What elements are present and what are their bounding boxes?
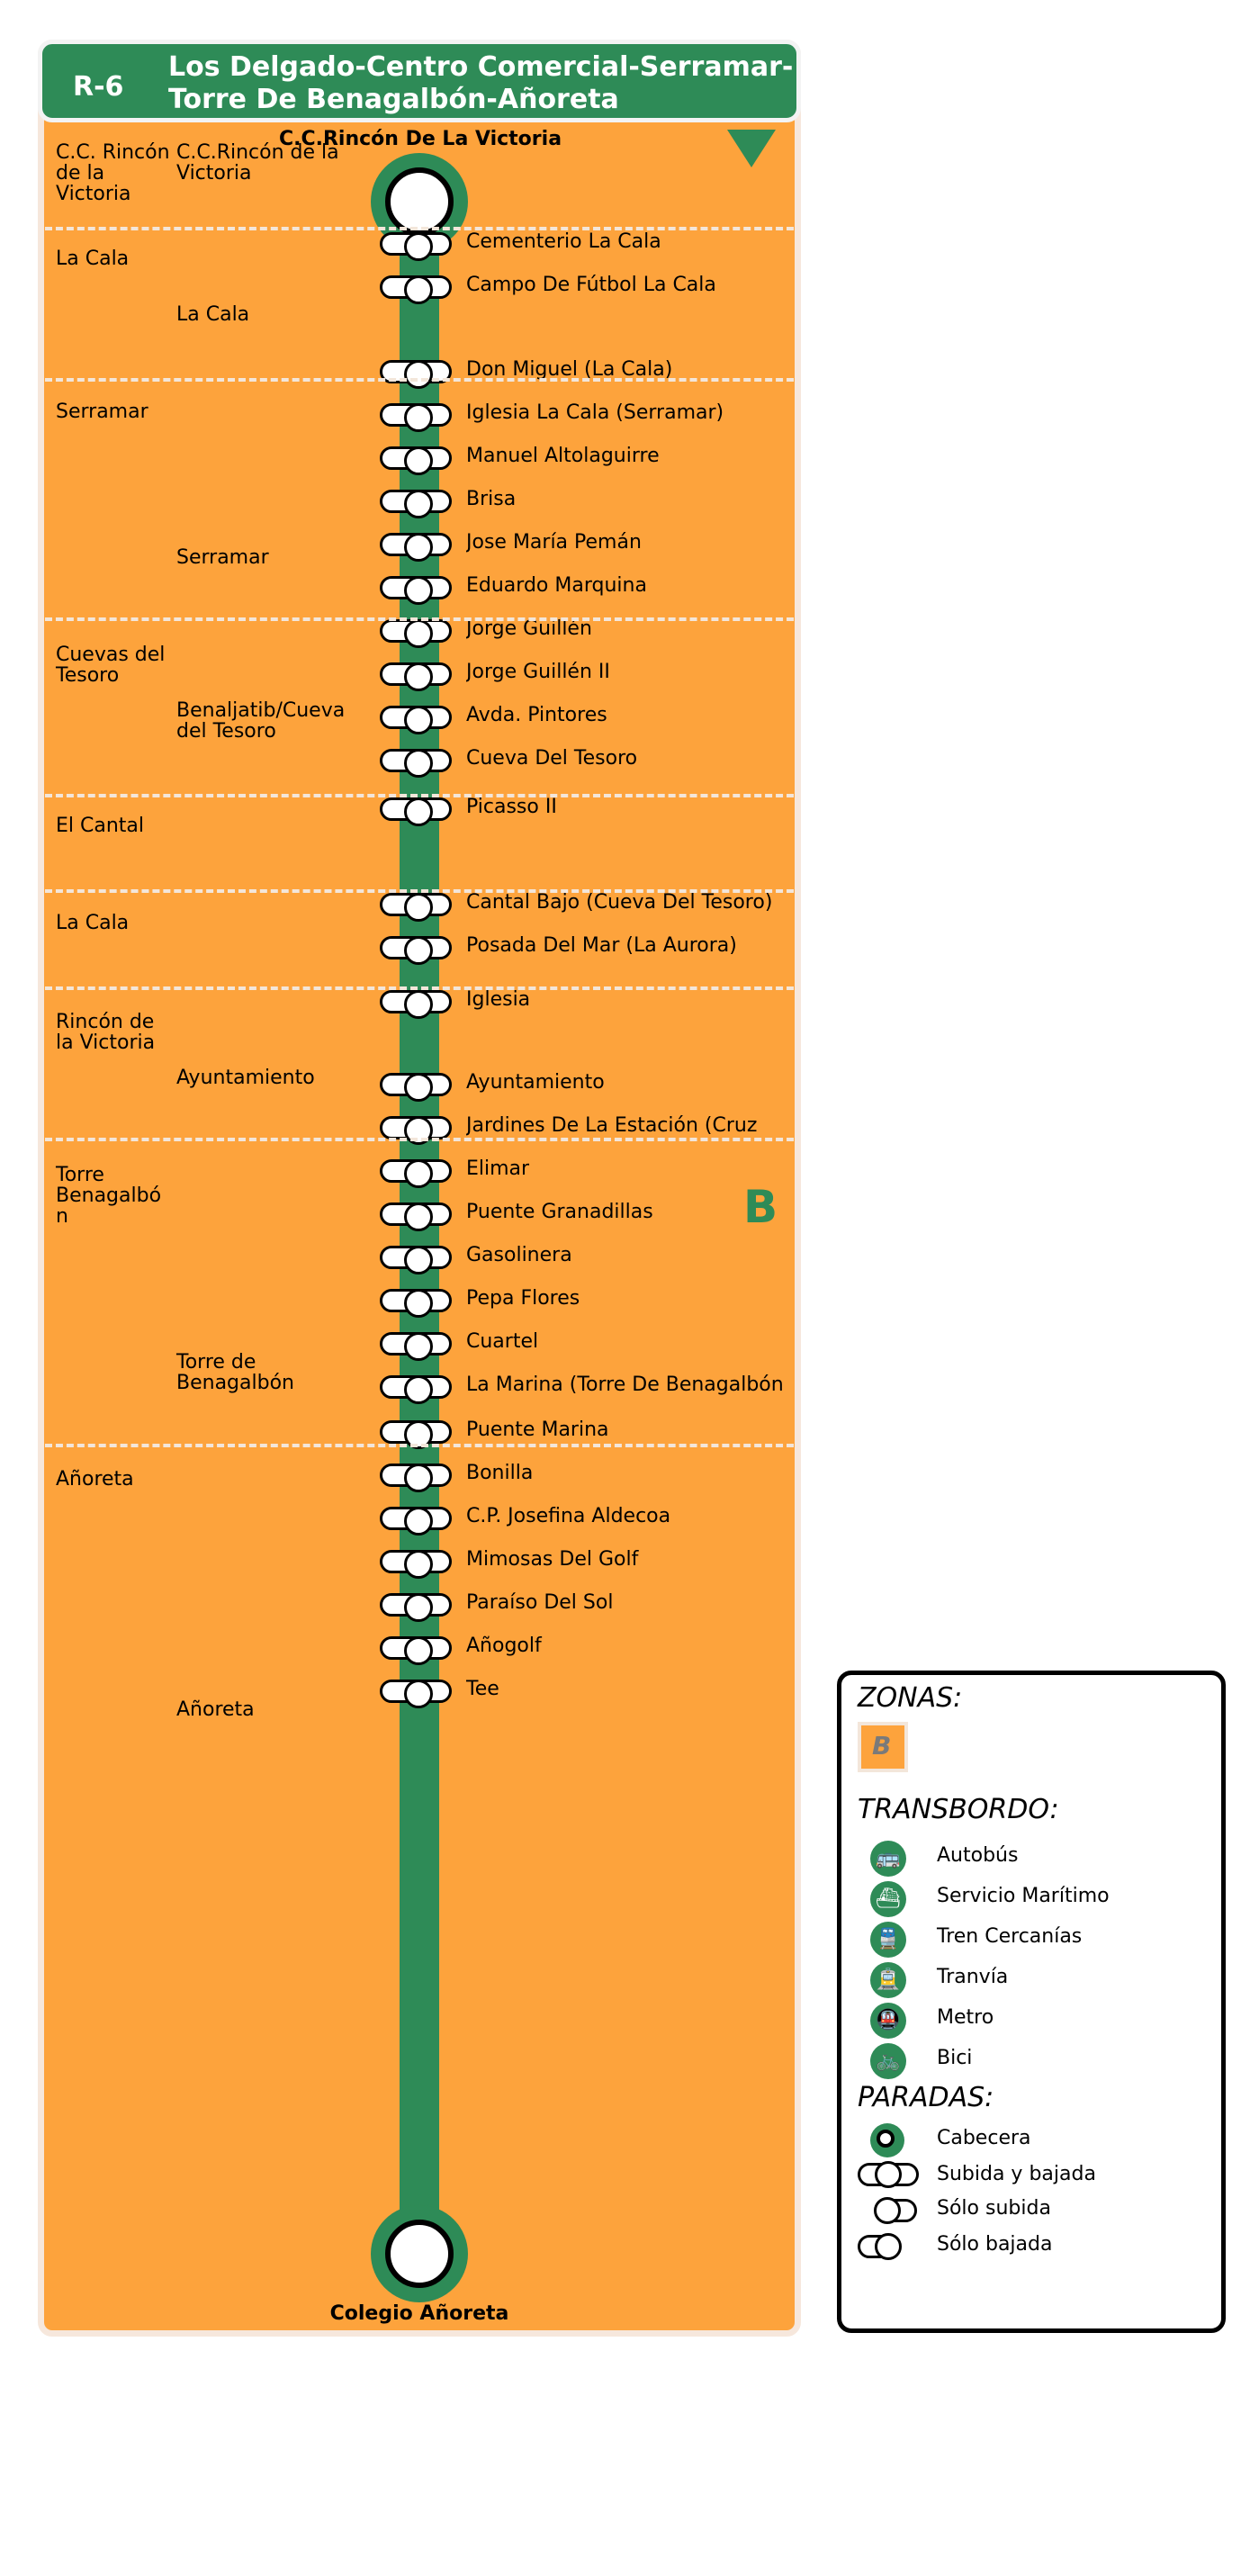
route-name	[168, 51, 798, 116]
transfer-label: Servicio Marítimo	[937, 1885, 1110, 1907]
stop-marker	[380, 533, 452, 556]
stop-label: Puente Granadillas	[466, 1201, 653, 1223]
neighborhood-label: Rincón de la Victoria	[56, 1011, 156, 1054]
stop-marker	[380, 490, 452, 513]
legend-both-label: Subida y bajada	[937, 2163, 1096, 2185]
zone-divider	[45, 227, 794, 230]
stop-label: Cantal Bajo (Cueva Del Tesoro)	[466, 891, 773, 914]
direction-arrow-icon	[727, 130, 776, 167]
metro-icon: 🚇	[870, 2003, 906, 2039]
stop-label: Paraíso Del Sol	[466, 1591, 614, 1614]
terminal-end-marker	[371, 2205, 468, 2302]
district-label: Ayuntamiento	[176, 1067, 315, 1089]
legend-transfer-title: TRANSBORDO:	[858, 1794, 1059, 1825]
stop-label: C.P. Josefina Aldecoa	[466, 1505, 671, 1527]
neighborhood-label: Torre Benagalbó n	[56, 1164, 162, 1228]
stop-label: Puente Marina	[466, 1419, 609, 1441]
stop-label: Avda. Pintores	[466, 704, 607, 726]
stop-marker	[380, 275, 452, 299]
stop-label: Iglesia La Cala (Serramar)	[466, 401, 724, 424]
stop-label: Eduardo Marquina	[466, 574, 647, 597]
bike-icon: 🚲	[870, 2043, 906, 2079]
neighborhood-label: Cuevas del Tesoro	[56, 644, 166, 687]
legend-zones-title: ZONAS:	[858, 1682, 963, 1714]
train-icon: 🚆	[870, 1922, 906, 1958]
stop-label: Jorge Guillén	[466, 617, 592, 640]
terminal-end-label: Colegio Añoreta	[329, 2302, 509, 2325]
tram-icon: 🚊	[870, 1962, 906, 1998]
legend-box	[837, 1671, 1226, 2333]
stop-label: Tee	[466, 1678, 499, 1700]
stop-marker	[380, 1202, 452, 1226]
stop-marker	[380, 576, 452, 599]
stop-marker	[380, 706, 452, 729]
stop-marker	[380, 936, 452, 959]
stop-label: Mimosas Del Golf	[466, 1548, 639, 1571]
neighborhood-label: C.C. Rincón de la Victoria	[56, 141, 170, 205]
stop-marker	[380, 1375, 452, 1399]
solo-bajada-icon	[858, 2235, 899, 2258]
stop-label: Gasolinera	[466, 1244, 572, 1266]
stop-label: Jorge Guillén II	[466, 661, 610, 683]
district-label: C.C.Rincón de la Victoria	[176, 141, 339, 185]
stop-label: Elimar	[466, 1157, 530, 1180]
stop-marker	[380, 797, 452, 821]
stop-marker	[380, 990, 452, 1013]
stop-label: Añogolf	[466, 1635, 542, 1657]
zone-divider	[45, 1444, 794, 1447]
stop-marker	[380, 1289, 452, 1312]
stop-marker	[380, 1332, 452, 1356]
district-label: Benaljatib/Cueva del Tesoro	[176, 699, 346, 743]
zone-swatch	[858, 1722, 908, 1772]
transfer-label: Tren Cercanías	[937, 1925, 1083, 1948]
zone-swatch-letter: B	[872, 1731, 892, 1761]
neighborhood-label: La Cala	[56, 248, 130, 270]
solo-subida-icon	[876, 2199, 917, 2222]
stop-label: Iglesia	[466, 988, 531, 1011]
zone-divider	[45, 617, 794, 621]
zone-divider	[45, 1138, 794, 1141]
stop-marker	[380, 1116, 452, 1139]
neighborhood-label: La Cala	[56, 912, 130, 934]
stop-label: Brisa	[466, 488, 517, 510]
legend-stops-title: PARADAS:	[858, 2082, 994, 2113]
zone-letter: B	[743, 1181, 778, 1233]
district-label: Añoreta	[176, 1698, 255, 1721]
route-name-line1: Los Delgado-Centro Comercial-Serramar-	[168, 51, 794, 83]
terminal-start-label: C.C.Rincón De La Victoria	[278, 128, 562, 150]
bus-icon: 🚌	[870, 1841, 906, 1877]
stop-label: Campo De Fútbol La Cala	[466, 274, 716, 296]
route-header	[38, 40, 801, 122]
stop-marker	[380, 1420, 452, 1444]
stop-label: Manuel Altolaguirre	[466, 445, 660, 467]
legend-alight-label: Sólo bajada	[937, 2233, 1053, 2256]
stop-marker	[380, 749, 452, 772]
route-name-line2: Torre De Benagalbón-Añoreta	[168, 84, 619, 115]
stop-label: Ayuntamiento	[466, 1071, 605, 1094]
transfer-label: Autobús	[937, 1844, 1019, 1867]
stop-marker	[380, 1636, 452, 1660]
stop-label: Bonilla	[466, 1462, 534, 1484]
stop-marker	[380, 893, 452, 916]
stop-marker	[380, 232, 452, 256]
stop-label: Cementerio La Cala	[466, 230, 661, 253]
neighborhood-label: Serramar	[56, 401, 148, 423]
stop-label: La Marina (Torre De Benagalbón	[466, 1374, 784, 1396]
stop-label: Don Miguel (La Cala)	[466, 358, 673, 381]
stop-label: Jardines De La Estación (Cruz	[466, 1114, 758, 1137]
route-id: R-6	[73, 71, 124, 103]
stop-marker	[380, 403, 452, 427]
ferry-icon: ⛴	[870, 1881, 906, 1917]
neighborhood-label: Añoreta	[56, 1468, 134, 1491]
zone-divider	[45, 794, 794, 797]
cabecera-icon	[870, 2123, 904, 2157]
stop-label: Cuartel	[466, 1330, 539, 1353]
stop-marker	[380, 1464, 452, 1487]
transfer-label: Bici	[937, 2047, 973, 2069]
zone-divider	[45, 986, 794, 990]
zone-divider	[45, 378, 794, 382]
stop-marker	[380, 1159, 452, 1183]
legend-head-label: Cabecera	[937, 2127, 1031, 2149]
transfer-label: Metro	[937, 2006, 994, 2029]
stop-marker	[380, 1507, 452, 1530]
stop-marker	[380, 1680, 452, 1703]
stop-marker	[380, 446, 452, 470]
stop-marker	[380, 1550, 452, 1573]
stop-marker	[380, 662, 452, 686]
subida-bajada-icon	[858, 2163, 919, 2186]
stop-label: Posada Del Mar (La Aurora)	[466, 934, 737, 957]
stop-label: Pepa Flores	[466, 1287, 580, 1310]
stop-marker	[380, 1593, 452, 1617]
stop-label: Jose María Pemán	[466, 531, 642, 554]
zone-divider	[45, 889, 794, 893]
district-label: Serramar	[176, 546, 269, 569]
transfer-label: Tranvía	[937, 1966, 1009, 1988]
neighborhood-label: El Cantal	[56, 815, 145, 837]
district-label: La Cala	[176, 303, 250, 326]
stop-label: Picasso II	[466, 796, 557, 818]
stop-marker	[380, 619, 452, 643]
stop-marker	[380, 1246, 452, 1269]
district-label: Torre de Benagalbón	[176, 1351, 294, 1394]
legend-board-label: Sólo subida	[937, 2197, 1051, 2220]
stop-marker	[380, 1073, 452, 1096]
stop-label: Cueva Del Tesoro	[466, 747, 638, 770]
